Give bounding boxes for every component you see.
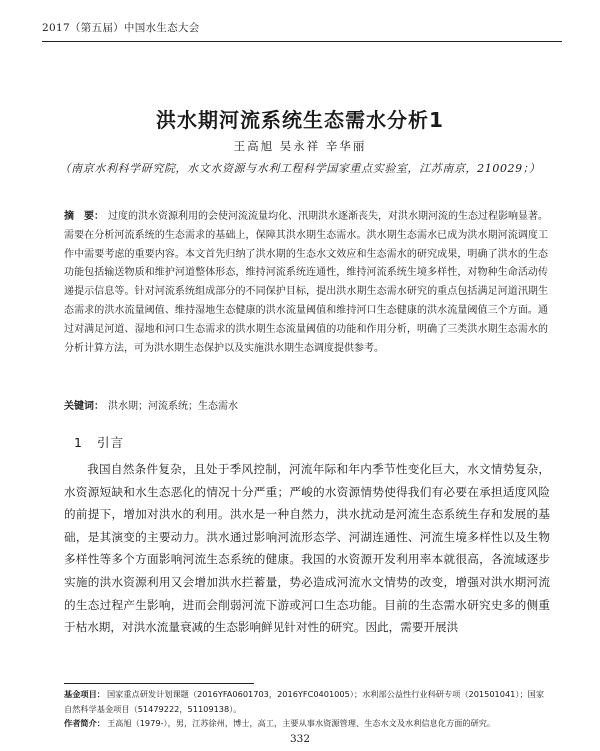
section-heading [74,433,124,451]
funding-text: 国家重点研发计划课题（2016YFA0601703，2016YFC0401005）；水利部公益性行业科研专项（201501041）；国家自然科学基金项目（51479222，51109138）。 [64,689,545,714]
page-number: 332 [289,733,311,745]
footnote-divider [64,683,254,684]
abstract-text: 过度的洪水资源利用的会使河流流量均化、汛期洪水逐渐丧失，对洪水期河流的生态过程影响显著。需要在分析河流系统的生态需求的基础上，保障其洪水期生态需水。洪水期生态需水已成为洪水期河流调度工作中需要考虑的重要内容。本文首先归纳了洪水期的生态水文效应和生态需水的研究成果，明确了洪水的生态功能包括输送物质和维护河道整体形态，维持河流系统连通性，维持河流系统生境多样性，对物种生命活动传递提示信息等。针对河流系统组成部分的不同保护目标，提出洪水期生态需水研究的重点包括满足河道汛期生态需求的洪水流量阈值、维持湿地生态健康的洪水流量阈值和维持河口生态健康的洪水流量阈值三个方面。通过对满足河道、湿地和河口生态需求的洪水期生态流量阈值的功能和作用分析，明确了三类洪水期生态需水的分析计算方法，可为洪水期生态保护以及实施洪水期生态调度提供参考。 [64,211,548,354]
funding-label: 基金项目： [64,689,105,699]
paper-authors: 王高旭 吴永祥 辛华丽 [233,139,367,153]
abstract-label: 摘 要： [64,211,104,222]
section-title: 引言 [96,435,124,450]
author-footnote [64,716,550,731]
section-number: 1 [74,435,83,450]
funding-footnote [64,687,550,716]
keywords-label: 关键词： [64,401,104,412]
running-header: 2017（第五届）中国水生态大会 [42,22,200,34]
author-bio-text: 王高旭（1979-），男，江苏徐州，博士，高工，主要从事水资源管理、生态水文及水利信息化方面的研究。 [106,718,496,728]
header-divider [42,41,562,42]
author-bio-label: 作者简介： [64,718,105,728]
body-paragraph: 我国自然条件复杂，且处于季风控制，河流年际和年内季节性变化巨大，水文情势复杂，水资源短缺和水生态恶化的情况十分严重；严峻的水资源情势使得我们有必要在承担适度风险的前提下，增加对洪水的利用。洪水是一种自然力，洪水扰动是河流生态系统生存和发展的基础，是其演变的主要动力。洪水通过影响河流形态学、河湖连通性、河流生境多样性以及生物多样性等多个方面影响河流生态系统的健康。我国的水资源开发利用率本就很高，各流域逐步实施的洪水资源利用又会增加洪水拦蓄量，势必造成河流水文情势的改变，增强对洪水期河流的生态过程产生影响，进而会削弱河流下游或河口生态功能。目前的生态需水研究史多的侧重于枯水期，对洪水流量衰减的生态影响鲜见针对性的研究。因此，需要开展洪 [64,462,550,635]
footnotes [64,687,550,731]
keywords-text: 洪水期；河流系统；生态需水 [108,401,238,412]
paper-title: 洪水期河流系统生态需水分析1 [156,108,444,132]
paper-affiliation: （南京水利科学研究院，水文水资源与水利工程科学国家重点实验室，江苏南京，210029；） [59,162,541,175]
keywords [64,397,548,412]
abstract [64,208,548,358]
